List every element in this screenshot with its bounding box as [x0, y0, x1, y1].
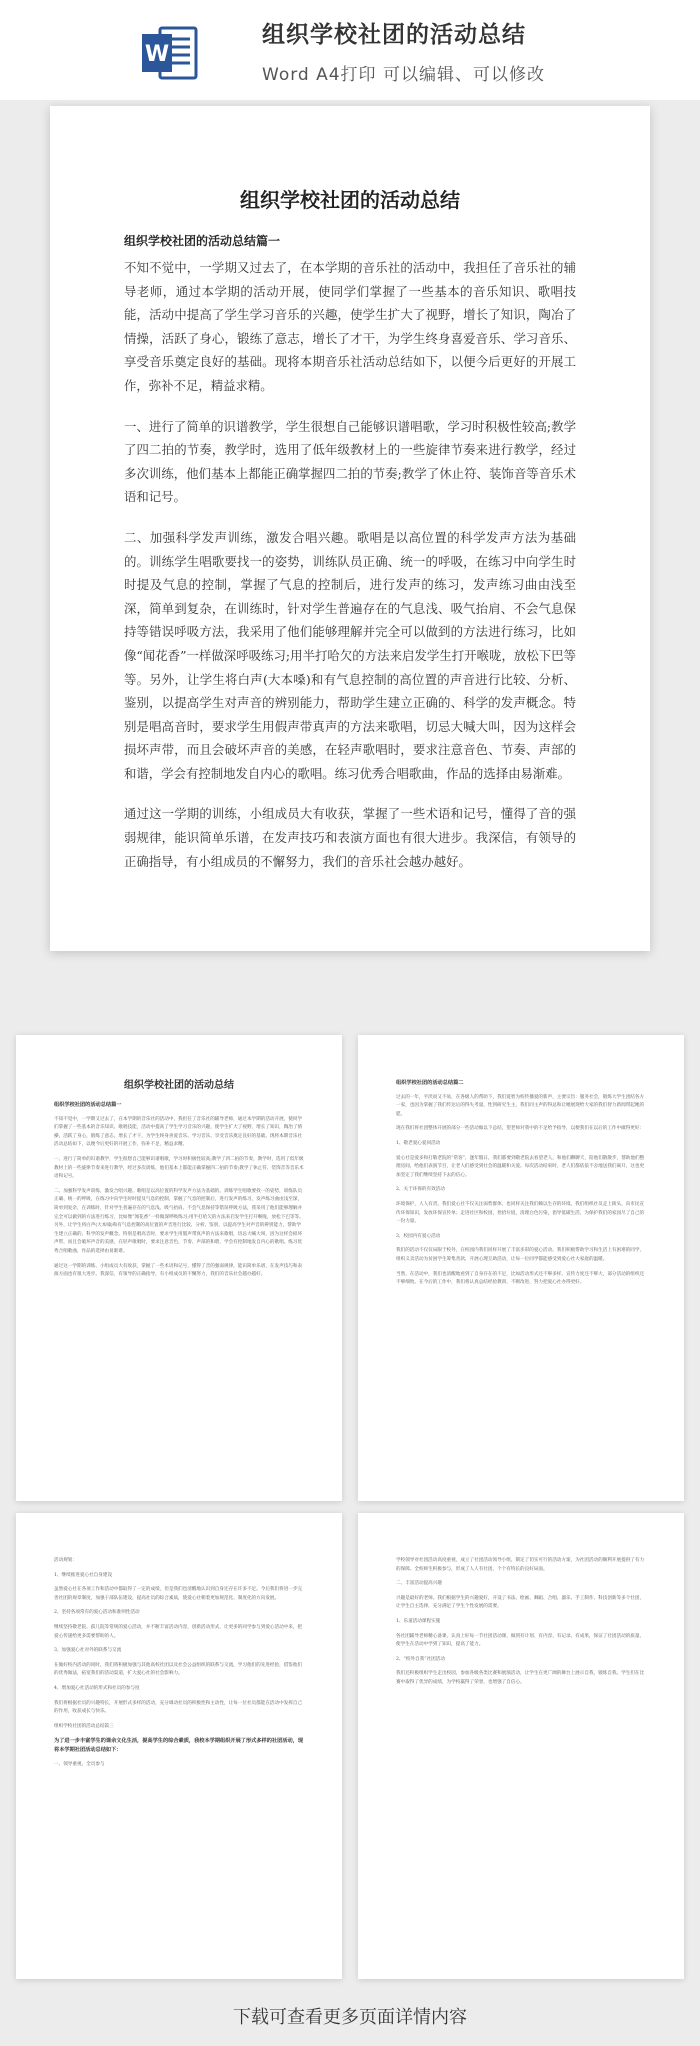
thumbnail-paragraph: 现在我们将社团整体开展的部分一些活动做以下总结，望老师对我中的不足给予指导，以便我们在以后的工作中做得更好：: [396, 1126, 645, 1132]
header-banner: [0, 0, 700, 100]
thumbnail-paragraph: 过去的一年，平淡而又不易，在各级人的帮助下，我们爱智为校传播爱的新声，主要宗旨：服务社会，锻炼大学生团结各方一家，也因为掌握了我们传达后的得失考量，性到研究生主，我们同主声的得总和让她展现给大家的我们智力新闻带起她的愿。: [396, 1094, 645, 1117]
thumbnail-paragraph: 4、增加爱心社活动的形式和社员的参与度: [54, 1685, 140, 1691]
thumbnail-paragraph: 我们将根据社员的兴趣特长，开展形式多样的活动，充分调动社员的积极性和主动性，让每一位社员都能在活动中发挥自己的作用，收获成长与快乐。: [54, 1700, 303, 1715]
thumbnail-paragraph: 2、关于环保的有效活动: [396, 1187, 445, 1193]
thumbnail-paragraph: 活动规划：: [54, 1558, 77, 1563]
thumbnail-paragraph: 我们还积极组织学生走出校园，参加各级各类比赛和展演活动，让学生在更广阔的舞台上展示自我，锻炼自我。学生们在比赛中取得了优异的成绩，为学校赢得了荣誉，也增强了自信心。: [396, 1671, 645, 1685]
thumbnail-paragraph: 通过这一学期的训练，小组成员大有收获，掌握了一些术语和记号，懂得了音的强弱规律，能识简单乐谱，在发声技巧和表演方面也有很大进步。我深信，有领导的正确指导，有小组成员的不懈努力，我们的音乐社会越办越好。: [54, 1263, 303, 1278]
document-paragraph: 不知不觉中，一学期又过去了，在本学期的音乐社的活动中，我担任了音乐社的辅导老师，通过本学期的活动开展，使同学们掌握了一些基本的音乐知识、歌唱技能，活动中提高了学生学习音乐的兴趣，使学生扩大了视野，增长了知识，陶冶了情操，活跃了身心，锻练了意志，增长了才干，为学生终身喜爱音乐、学习音乐、享受音乐奠定良好的基础。现将本期音乐社活动总结如下，以便今后更好的开展工作，弥补不足，精益求精。: [124, 260, 576, 393]
thumbnail-paragraph: 1、敬老爱心爱回活动: [396, 1140, 441, 1146]
page-title: 组织学校社团的活动总结: [262, 22, 526, 48]
page-thumbnail-2[interactable]: [358, 1035, 684, 1501]
page-thumbnail-4[interactable]: [358, 1513, 684, 1979]
thumbnail-paragraph: 继续坚持敬老院、孤儿院等常规的爱心活动，并不断丰富活动内容，创新活动形式，让更多的同学参与到爱心活动中来，把爱心传递给更多需要帮助的人。: [54, 1624, 303, 1639]
thumbnail-title: 组织学校社团的活动总结: [124, 1080, 234, 1091]
thumbnail-paragraph: 组织学校社团的活动总结篇三: [54, 1723, 114, 1729]
thumbnail-paragraph: 2、“校外自我”社团活动: [396, 1656, 445, 1662]
thumbnail-paragraph: 3、加强爱心社对外的联系与交流: [54, 1648, 122, 1654]
document-body: [124, 256, 576, 890]
document-title: 组织学校社团的活动总结: [240, 188, 460, 212]
thumbnail-paragraph: 不知不觉中，一学期又过去了，在本学期的音乐社的活动中，我担任了音乐社的辅导老师，通过本学期的活动开展，使同学们掌握了一些基本的音乐知识、歌唱技能，活动中提高了学生学习音乐的兴趣，使学生扩大了视野，增长了知识，陶冶了情操，活跃了身心，锻练了意志，增长了才干，为学生终身喜爱音乐、学习音乐、享受音乐奠定良好的基础。现将本期音乐社活动总结如下，以便今后更好的开展工作，弥补不足，精益求精。: [54, 1116, 303, 1148]
thumbnail-paragraph: 1、继续推进爱心社自身建设: [54, 1572, 113, 1578]
document-preview-page: [50, 106, 650, 951]
thumbnail-paragraph: 爱心社是爱多和打敬老院的“常客”，逢年假日，我们都要到敬老院去看望老人，和他们聊聊天，陪他们散散步，帮助他们整理房间，给他们表演节目，让老人们感受到社会的温暖和关爱。每次活动结束时，老人们都依依不舍地送我们离开，这也更加坚定了我们继续坚持下去的信心。: [396, 1155, 645, 1178]
thumbnail-paragraph: 我们的活动不仅仅局限于校外，在校园内我们同样开展了丰富多彩的爱心活动。我们积极帮助学习和生活上有困难的同学，组织义卖活动为贫困学生筹集善款，开展心理互助活动，让每一位同学都能感受到爱心社大家庭的温暖。: [396, 1248, 645, 1262]
word-icon-letter: W: [144, 42, 170, 67]
thumbnail-paragraph: 一、进行了简单的识谱教学，学生很想自己能够识谱唱歌，学习时积极性较高;教学了四二拍的节奏，教学时，选用了低年级教材上的一些旋律节奏来进行教学，经过多次训练，他们基本上都能正确掌握四二拍的节奏;教学了休止符、装饰音等音乐术语和记号。: [54, 1156, 304, 1180]
thumbnail-heading: 组织学校社团的活动总结篇二: [396, 1080, 464, 1086]
page-thumbnail-3[interactable]: [16, 1513, 342, 1979]
download-more-link[interactable]: 下载可查看更多页面详情内容: [233, 2007, 467, 2028]
thumbnail-paragraph: 1、乐道活动课程实施: [396, 1618, 441, 1624]
thumbnail-paragraph: 虽然爱心社在各项工作和活动中都取得了一定的成绩，但是我们也清醒地认识到自身还存在许多不足。今后我们将进一步完善社团的规章制度，加强干部队伍建设，提高社员的综合素质，使爱心社朝着更加规范化、制度化的方向发展。: [54, 1587, 303, 1601]
document-paragraph: 通过这一学期的训练，小组成员大有收获，掌握了一些术语和记号，懂得了音的强弱规律，能识简单乐谱，在发声技巧和表演方面也有很大进步。我深信，有领导的正确指导，有小组成员的不懈努力，我们的音乐社会越办越好。: [124, 806, 576, 869]
thumbnail-paragraph: 一、领导重视，全员参与: [54, 1761, 105, 1767]
thumbnail-paragraph: 当然，在活动中，我们也清醒地看到了自身存在的不足，比如活动形式还不够多样，宣传力度还不够大，部分活动的组织还不够细致。在今后的工作中，我们将认真总结经验教训，不断改进，努力把爱心社办得更好。: [396, 1271, 645, 1286]
document-paragraph: 二、加强科学发声训练，激发合唱兴趣。歌唱是以高位置的科学发声方法为基础的。训练学生唱歌要找一的姿势，训练队员正确、统一的呼吸，在练习中向学生时时提及气息的控制，掌握了气息的控制后，进行发声的练习，发声练习曲由浅至深，简单到复杂，在训练时，针对学生普遍存在的气息浅、吸气抬肩、不会气息保持等错误呼吸方法，我采用了他们能够理解并完全可以做到的方法进行练习，比如像“闻花香”一样做深呼吸练习;用半打哈欠的方法来启发学生打开喉咙，放松下巴等等。另外，让学生将白声(大本嗓)和有气息控制的高位置的声音进行比较、分析、鉴别，以提高学生对声音的辨别能力，帮助学生建立正确的、科学的发声概念。特别是唱高音时，要求学生用假声带真声的方法来歌唱，切忌大喊大叫，因为这样会损坏声带，而且会破坏声音的美感，在轻声歌唱时，要求注意音色、节奏、声部的和谐，学会有控制地发自内心的歌唱。练习优秀合唱歌曲，作品的选择由易渐难。: [124, 529, 576, 781]
page-thumbnail-1[interactable]: [16, 1035, 342, 1501]
thumbnail-paragraph: 各社团辅导老师精心备课，认真上好每一节社团活动课，做到有计划、有内容、有记录、有成果，保证了社团活动的质量，使学生在活动中学到了知识，提高了能力。: [396, 1633, 645, 1648]
thumbnail-heading: 组织学校社团的活动总结篇一: [54, 1102, 122, 1108]
thumbnail-paragraph: 兴趣是最好的老师。我们根据学生的兴趣爱好，开设了书法、绘画、舞蹈、合唱、器乐、手工制作、科技创新等多个社团，让学生自主选择，充分满足了学生个性发展的需要。: [396, 1595, 645, 1610]
thumbnail-paragraph: 环境保护，人人有责。我们爱心社不仅关注弱势群体，也同样关注我们赖以生存的环境。我们组织社员走上街头，向市民宣传环保知识，发放环保宣传单；走进社区和校园，捡拾垃圾，清理白色污染，倡导低碳生活，为保护我们的家园尽了自己的一份力量。: [396, 1201, 645, 1225]
thumbnail-paragraph: 学校领导对社团活动高度重视，成立了社团活动领导小组，制定了切实可行的活动方案，为社团活动的顺利开展提供了有力的保障。全校师生积极参与，形成了人人有社团、个个有特长的良好局面。: [396, 1558, 645, 1572]
thumbnail-paragraph: 3、校园内有爱心活动: [396, 1233, 441, 1239]
thumbnail-heading: 为了进一步丰富学生的课余文化生活，提高学生的综合素质，我校本学期组织开展了形式多样的社团活动，现将本学期社团活动总结如下：: [54, 1738, 304, 1753]
word-document-icon: [138, 22, 200, 84]
thumbnail-paragraph: 二、加强科学发声训练，激发合唱兴趣。歌唱是以高位置的科学发声方法为基础的。训练学生唱歌要找一的姿势，训练队员正确、统一的呼吸，在练习中向学生时时提及气息的控制，掌握了气息的控制后，进行发声的练习，发声练习曲由浅至深，简单到复杂，在训练时，针对学生普遍存在的气息浅、吸气抬肩、不会气息保持等错误呼吸方法，我采用了他们能够理解并完全可以做到的方法进行练习，比如像“闻花香”一样做深呼吸练习;用半打哈欠的方法来启发学生打开喉咙，放松下巴等等。另外，让学生将白声(大本嗓)和有气息控制的高位置的声音进行比较、分析、鉴别，以提高学生对声音的辨别能力，帮助学生建立正确的、科学的发声概念。特别是唱高音时，要求学生用假声带真声的方法来歌唱，切忌大喊大叫，因为这样会损坏声带，而且会破坏声音的美感，在轻声歌唱时，要求注意音色、节奏、声部的和谐，学会有控制地发自内心的歌唱。练习优秀合唱歌曲，作品的选择由易渐难。: [54, 1188, 304, 1254]
thumbnail-paragraph: 在做好校内活动的同时，我们将积极加强与其他高校社团以及社会公益组织的联系与交流，学习他们的先进经验，借鉴他们的优秀做法，拓宽我们的活动渠道，扩大爱心社的社会影响力。: [54, 1662, 303, 1677]
page-subtitle: Word A4打印 可以编辑、可以修改: [262, 65, 545, 85]
thumbnail-paragraph: 2、坚持各项常有的爱心活动和准则性活动: [54, 1610, 140, 1616]
document-subheading: 组织学校社团的活动总结篇一: [124, 234, 281, 248]
thumbnail-paragraph: 二、丰富活动提高兴趣: [396, 1581, 442, 1587]
document-paragraph: 一、进行了简单的识谱教学，学生很想自己能够识谱唱歌，学习时积极性较高;教学了四二拍的节奏，教学时，选用了低年级教材上的一些旋律节奏来进行教学，经过多次训练，他们基本上都能正确掌握四二拍的节奏;教学了休止符、装饰音等音乐术语和记号。: [124, 418, 576, 505]
